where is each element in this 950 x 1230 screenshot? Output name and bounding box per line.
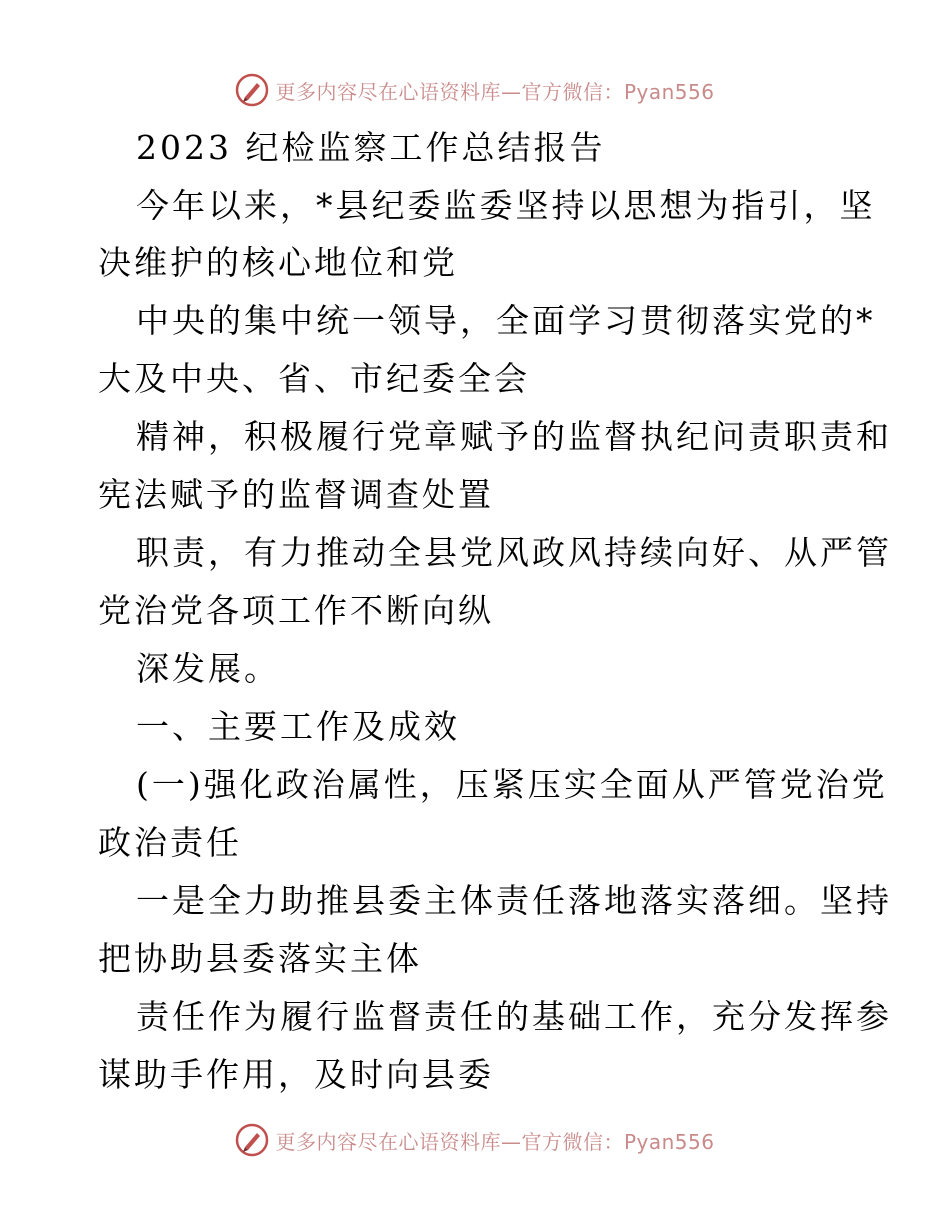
paragraph-line: 大及中央、省、市纪委全会 — [98, 359, 530, 398]
paragraph-line: 中央的集中统一领导，全面学习贯彻落实党的* — [136, 301, 876, 340]
paragraph-line: 把协助县委落实主体 — [98, 939, 422, 978]
paragraph-line: 谋助手作用，及时向县委 — [98, 1055, 494, 1094]
paragraph-line: 党治党各项工作不断向纵 — [98, 591, 494, 630]
section-heading: 一、主要工作及成效 — [136, 707, 460, 746]
watermark-text: 更多内容尽在心语资料库—官方微信：Pyan556 — [275, 1129, 715, 1154]
pen-logo-icon — [235, 1123, 269, 1157]
paragraph-line: 政治责任 — [98, 823, 242, 862]
paragraph-line: 职责，有力推动全县党风政风持续向好、从严管 — [136, 533, 892, 572]
paragraph-line: 精神，积极履行党章赋予的监督执纪问责职责和 — [136, 417, 892, 456]
document-title: 2023 纪检监察工作总结报告 — [136, 128, 606, 167]
paragraph-line: 决维护的核心地位和党 — [98, 243, 458, 282]
paragraph-line: 宪法赋予的监督调查处置 — [98, 475, 494, 514]
subsection-heading: (一)强化政治属性，压紧压实全面从严管党治党 — [136, 765, 888, 804]
paragraph-line: 责任作为履行监督责任的基础工作，充分发挥参 — [136, 997, 892, 1036]
paragraph-line: 今年以来，*县纪委监委坚持以思想为指引，坚 — [136, 186, 876, 225]
watermark-header — [0, 70, 950, 110]
watermark-text: 更多内容尽在心语资料库—官方微信：Pyan556 — [275, 79, 715, 104]
watermark-footer — [0, 1120, 950, 1160]
pen-logo-icon — [235, 73, 269, 107]
paragraph-line: 一是全力助推县委主体责任落地落实落细。坚持 — [136, 881, 892, 920]
paragraph-line: 深发展。 — [136, 649, 280, 688]
